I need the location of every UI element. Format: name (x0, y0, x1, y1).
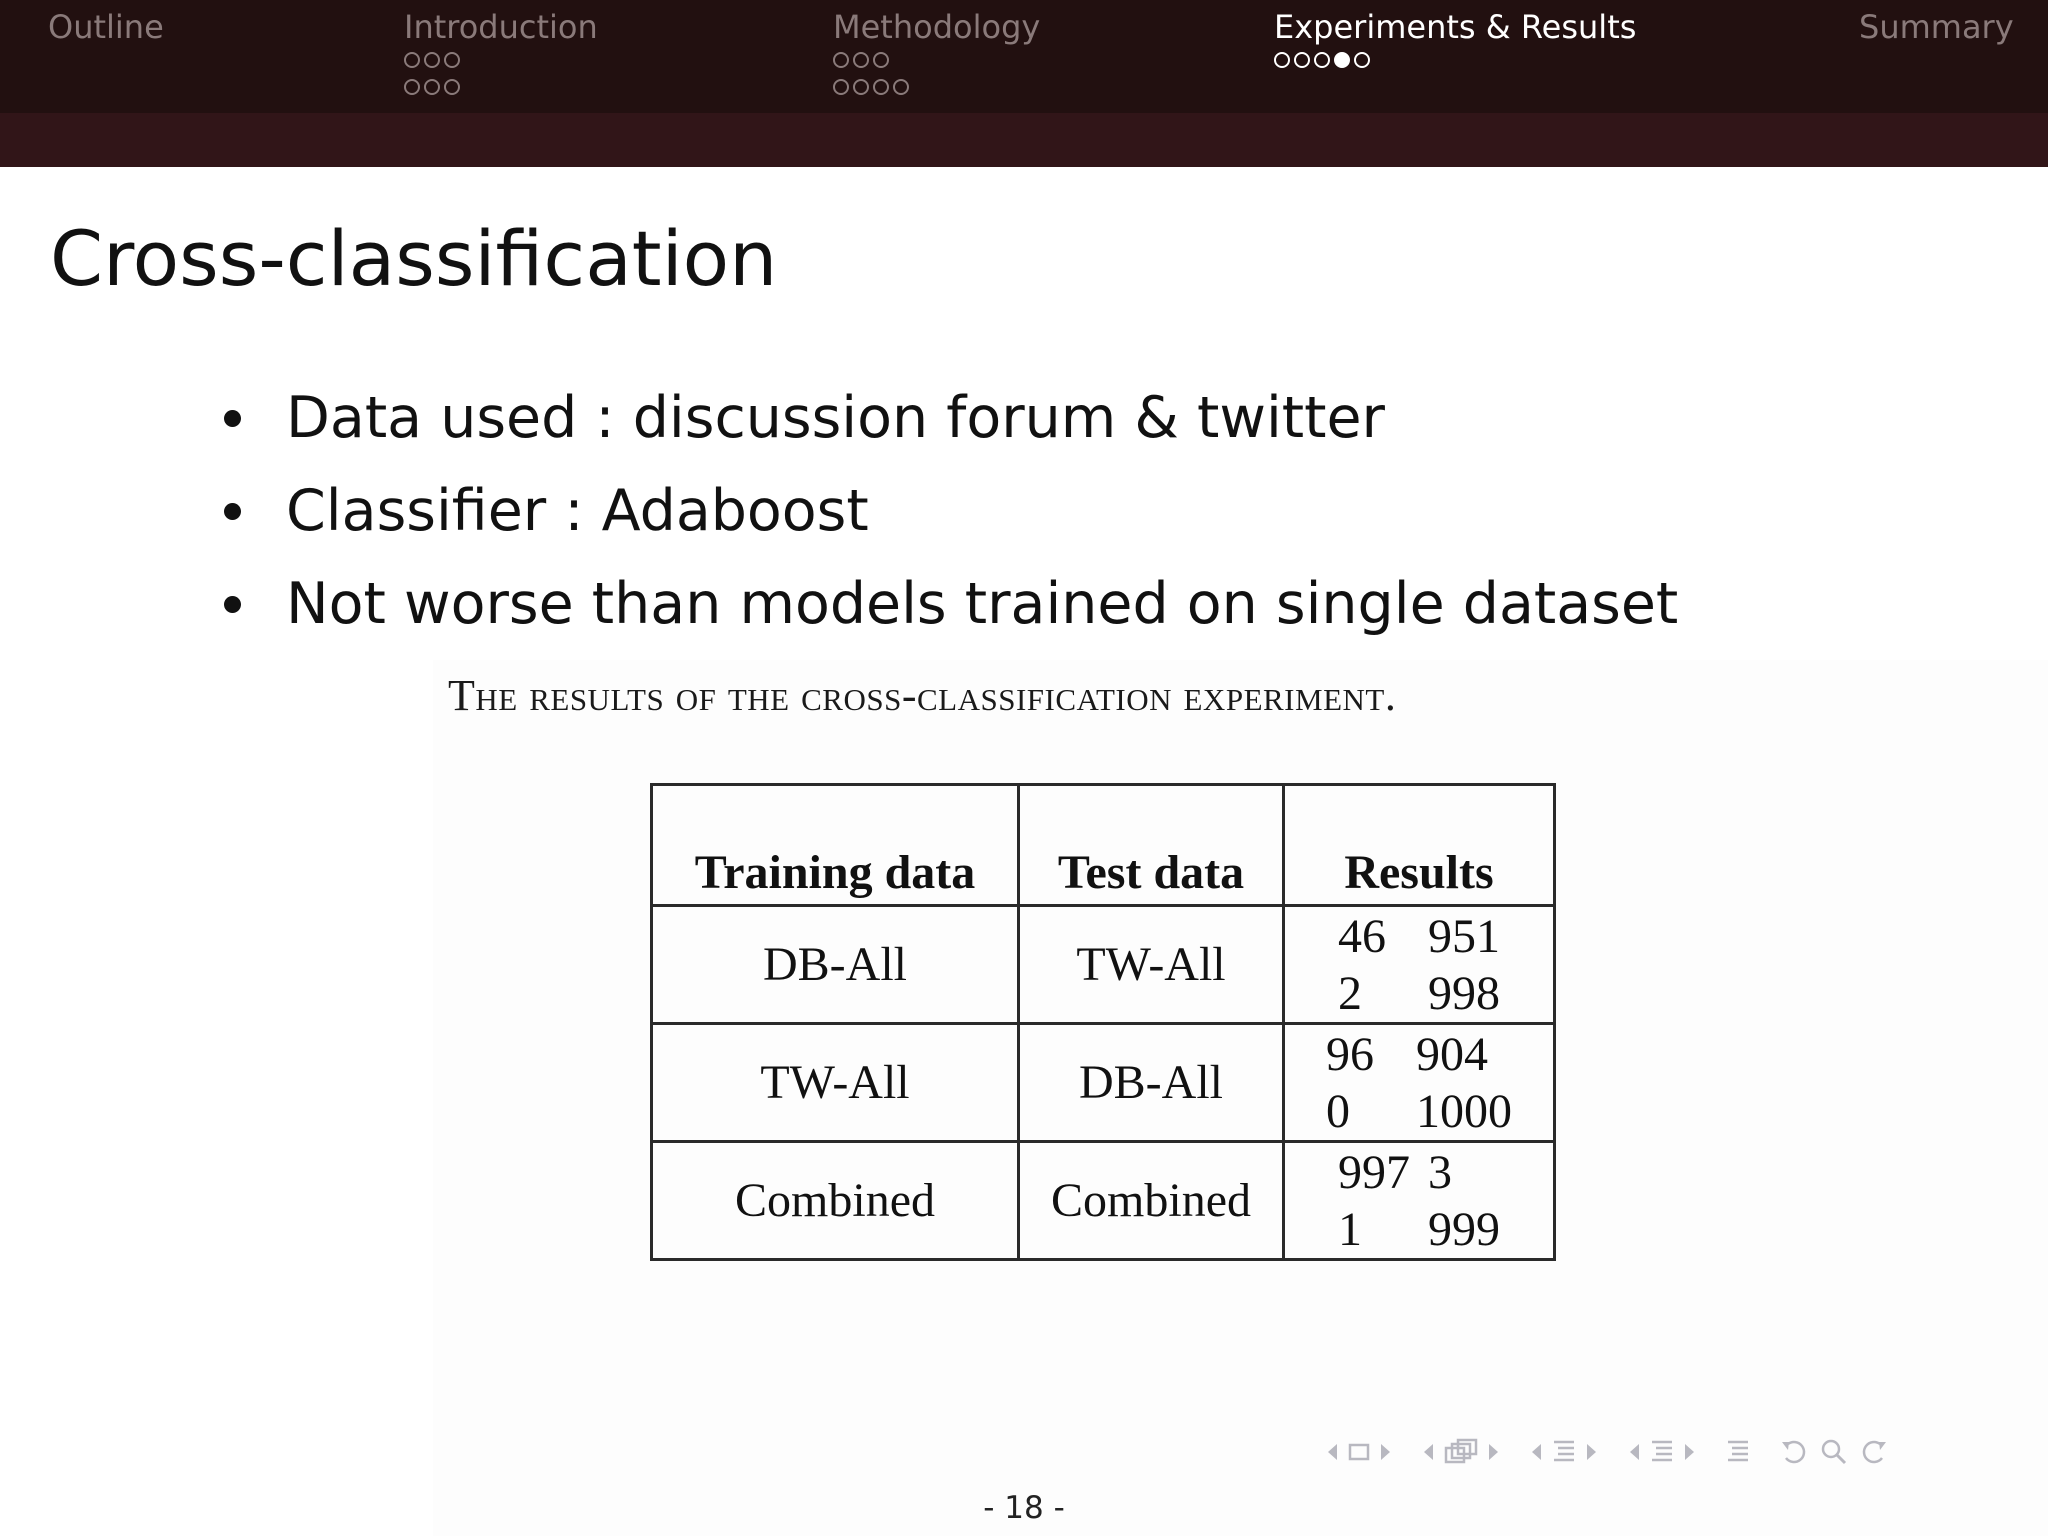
nav-section-introduction[interactable] (404, 8, 598, 106)
arrow-left-icon[interactable] (1422, 1442, 1434, 1462)
arrow-right-icon[interactable] (1586, 1442, 1598, 1462)
frame-dot[interactable] (833, 79, 849, 95)
bullet-marker (224, 596, 241, 613)
frame-dot[interactable] (873, 79, 889, 95)
table-row (652, 1024, 1555, 1142)
subsection-row-1 (833, 52, 1040, 74)
back-icon[interactable] (1780, 1438, 1810, 1466)
subsection-row-1 (404, 52, 598, 74)
test-data-cell: DB-All (1019, 1024, 1284, 1142)
document-icon[interactable] (1650, 1438, 1674, 1466)
nav-section-outline[interactable] (48, 8, 164, 46)
frame-dot[interactable] (424, 79, 440, 95)
nav-section-experiments-results[interactable] (1274, 8, 1636, 79)
matrix-value: 951 (1428, 909, 1500, 963)
frame-dot[interactable] (444, 79, 460, 95)
subsection-row-1 (1274, 52, 1636, 74)
confusion-matrix (1338, 1144, 1500, 1258)
matrix-value: 2 (1338, 966, 1362, 1020)
document-nav-group (1628, 1438, 1696, 1466)
subsection-dots (404, 52, 598, 101)
bullet-marker (224, 503, 241, 520)
matrix-value: 46 (1338, 909, 1386, 963)
frame-dot[interactable] (1274, 52, 1290, 68)
section-nav-group (1530, 1438, 1598, 1466)
matrix-value: 3 (1428, 1145, 1452, 1199)
bullet-item (224, 378, 1678, 471)
table-row (652, 906, 1555, 1024)
bullet-item (224, 471, 1678, 564)
frame-icon[interactable] (1348, 1442, 1370, 1462)
frame-dot[interactable] (833, 52, 849, 68)
frame-dot[interactable] (424, 52, 440, 68)
frame-dot[interactable] (1314, 52, 1330, 68)
bullet-marker (224, 410, 241, 427)
beamer-navigation-symbols (1326, 1438, 1918, 1466)
subsection-row-2 (833, 79, 1040, 101)
arrow-left-icon[interactable] (1326, 1442, 1338, 1462)
slide-title: Cross-classification (50, 214, 778, 303)
training-data-cell: Combined (652, 1142, 1019, 1260)
nav-section-label: Outline (48, 8, 164, 46)
results-cell (1284, 1024, 1555, 1142)
nav-section-summary[interactable] (1859, 8, 2014, 46)
arrow-right-icon[interactable] (1488, 1442, 1500, 1462)
matrix-value: 0 (1326, 1084, 1350, 1138)
matrix-value: 96 (1326, 1027, 1374, 1081)
matrix-value: 999 (1428, 1202, 1500, 1256)
frame-dot[interactable] (404, 52, 420, 68)
test-data-cell: Combined (1019, 1142, 1284, 1260)
bullet-text: Not worse than models trained on single dataset (286, 571, 1679, 637)
table-caption: The results of the cross-classification experiment. (448, 671, 1397, 720)
confusion-matrix (1326, 1026, 1512, 1140)
forward-icon[interactable] (1858, 1438, 1888, 1466)
confusion-matrix (1338, 908, 1500, 1022)
nav-section-label: Methodology (833, 8, 1041, 46)
nav-section-label: Summary (1859, 8, 2014, 46)
search-icon[interactable] (1820, 1438, 1848, 1466)
subsection-dots (1274, 52, 1636, 74)
matrix-value: 997 (1338, 1145, 1410, 1199)
column-header: Training data (652, 785, 1019, 906)
subsection-icon[interactable] (1444, 1438, 1478, 1466)
subsection-row-2 (404, 79, 598, 101)
nav-section-label: Introduction (404, 8, 598, 46)
matrix-value: 1000 (1416, 1084, 1512, 1138)
frame-dot[interactable] (853, 79, 869, 95)
frame-dot[interactable] (1354, 52, 1370, 68)
test-data-cell: TW-All (1019, 906, 1284, 1024)
subsection-nav-group (1422, 1438, 1500, 1466)
header-subbar (0, 113, 2048, 167)
training-data-cell: TW-All (652, 1024, 1019, 1142)
nav-section-methodology[interactable] (833, 8, 1040, 106)
frame-dot[interactable] (444, 52, 460, 68)
table-row (652, 1142, 1555, 1260)
arrow-left-icon[interactable] (1628, 1442, 1640, 1462)
search-back-forward-group (1780, 1438, 1888, 1466)
bullet-text: Data used : discussion forum & twitter (286, 385, 1385, 451)
matrix-value: 998 (1428, 966, 1500, 1020)
results-table (650, 783, 1556, 1261)
matrix-value: 904 (1416, 1027, 1488, 1081)
results-cell (1284, 906, 1555, 1024)
bullet-text: Classifier : Adaboost (286, 478, 869, 544)
results-cell (1284, 1142, 1555, 1260)
table-header-row (652, 785, 1555, 906)
arrow-left-icon[interactable] (1530, 1442, 1542, 1462)
frame-dot[interactable] (1294, 52, 1310, 68)
section-navigation-bar (0, 0, 2048, 113)
frame-nav-group (1326, 1442, 1392, 1462)
appendix-nav-group (1726, 1438, 1750, 1466)
column-header: Test data (1019, 785, 1284, 906)
column-header: Results (1284, 785, 1555, 906)
nav-section-label: Experiments & Results (1274, 8, 1637, 46)
page-number: - 18 - (983, 1490, 1065, 1526)
arrow-right-icon[interactable] (1684, 1442, 1696, 1462)
frame-dot[interactable] (873, 52, 889, 68)
current-frame-dot[interactable] (1334, 52, 1350, 68)
matrix-value: 1 (1338, 1202, 1362, 1256)
section-icon[interactable] (1552, 1438, 1576, 1466)
frame-dot[interactable] (404, 79, 420, 95)
appendix-icon[interactable] (1726, 1438, 1750, 1466)
arrow-right-icon[interactable] (1380, 1442, 1392, 1462)
bullet-item (224, 564, 1678, 657)
bullet-list (224, 378, 1678, 657)
frame-dot[interactable] (893, 79, 909, 95)
subsection-dots (833, 52, 1040, 101)
training-data-cell: DB-All (652, 906, 1019, 1024)
frame-dot[interactable] (853, 52, 869, 68)
